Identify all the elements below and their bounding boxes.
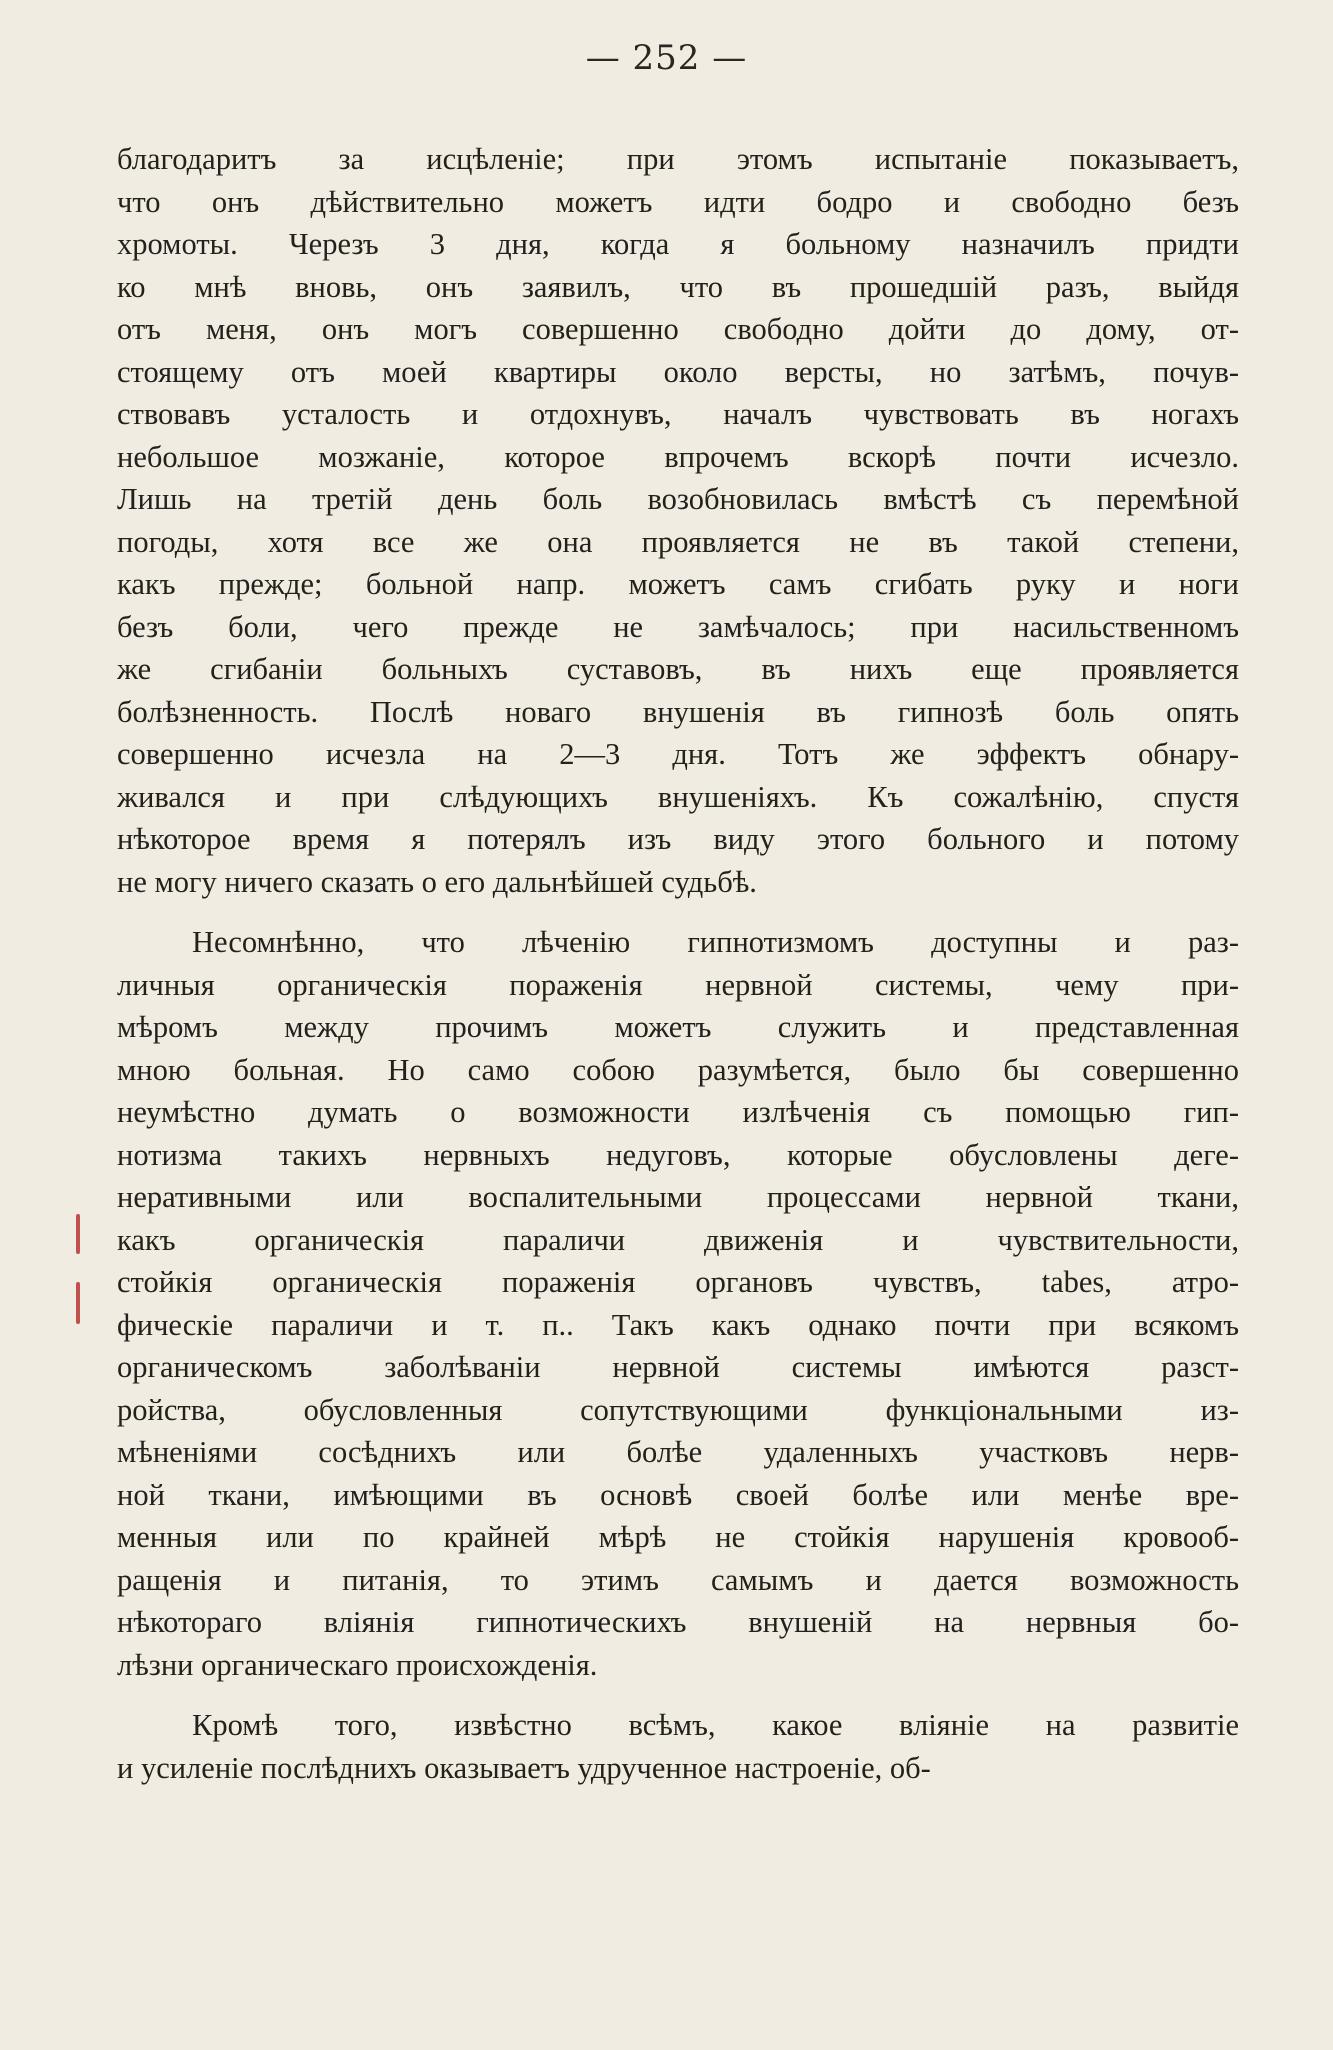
text-line: совершенно исчезла на 2—3 дня. Тотъ же эффектъ обнару-	[117, 737, 1239, 771]
text-line: ращенія и питанія, то этимъ самымъ и дается возможность	[117, 1562, 1239, 1597]
text-line: нѣкотораго вліянія гипнотическихъ внушеній на нервныя бо-	[117, 1605, 1239, 1639]
text-line: отъ меня, онъ могъ совершенно свободно дойти до дому, от-	[117, 312, 1239, 346]
text-line: что онъ дѣйствительно можетъ идти бодро и свободно безъ	[117, 184, 1239, 219]
page-number: — 252 —	[585, 38, 748, 78]
paragraph	[117, 921, 1239, 1686]
text-line: мѣромъ между прочимъ можетъ служить и представленная	[117, 1010, 1239, 1044]
text-line: неумѣстно думать о возможности излѣченія съ помощью гип-	[117, 1095, 1239, 1129]
text-line: органическомъ заболѣваніи нервной системы имѣются разст-	[117, 1350, 1239, 1384]
text-line: ной ткани, имѣющими въ основѣ своей болѣе или менѣе вре-	[117, 1477, 1239, 1512]
text-line: какъ органическія параличи движенія и чувствительности,	[117, 1222, 1239, 1257]
text-line: не могу ничего сказать о его дальнѣйшей судьбѣ.	[117, 864, 757, 899]
paragraph-gap	[117, 1686, 1239, 1704]
text-line: же сгибаніи больныхъ суставовъ, въ нихъ еще проявляется	[117, 652, 1239, 686]
text-line: погоды, хотя все же она проявляется не въ такой степени,	[117, 524, 1239, 559]
text-line: благодаритъ за исцѣленіе; при этомъ испытаніе показываетъ,	[117, 142, 1239, 176]
text-line: болѣзненность. Послѣ новаго внушенія въ гипнозѣ боль опять	[117, 694, 1239, 729]
text-line: мѣненіями сосѣднихъ или болѣе удаленныхъ участковъ нерв-	[117, 1435, 1239, 1469]
text-line: стоящему отъ моей квартиры около версты, но затѣмъ, почув-	[117, 354, 1239, 389]
text-line: нотизма такихъ нервныхъ недуговъ, которые обусловлены деге-	[117, 1137, 1239, 1172]
text-line: менныя или по крайней мѣрѣ не стойкія нарушенія кровооб-	[117, 1520, 1239, 1554]
text-line: фическіе параличи и т. п.. Такъ какъ однако почти при всякомъ	[117, 1307, 1239, 1342]
text-line: и усиленіе послѣднихъ оказываетъ удрученное настроеніе, об-	[117, 1750, 931, 1785]
text-line: какъ прежде; больной напр. можетъ самъ сгибать руку и ноги	[117, 567, 1239, 601]
margin-pencil-mark	[76, 1214, 80, 1254]
text-line: ствовавъ усталость и отдохнувъ, началъ чувствовать въ ногахъ	[117, 397, 1239, 431]
text-line: безъ боли, чего прежде не замѣчалось; при насильственномъ	[117, 609, 1239, 644]
paragraph-gap	[117, 903, 1239, 921]
text-line: живался и при слѣдующихъ внушеніяхъ. Къ сожалѣнію, спустя	[117, 779, 1239, 814]
body-text	[117, 138, 1239, 1789]
paragraph	[117, 1704, 1239, 1789]
text-line: Кромѣ того, извѣстно всѣмъ, какое вліяніе на развитіе	[192, 1708, 1239, 1742]
text-line: неративными или воспалительными процессами нервной ткани,	[117, 1180, 1239, 1214]
text-line: лѣзни органическаго происхожденія.	[117, 1647, 598, 1682]
text-line: хромоты. Черезъ 3 дня, когда я больному назначилъ придти	[117, 227, 1239, 261]
text-line: мною больная. Но само собою разумѣется, было бы совершенно	[117, 1052, 1239, 1087]
text-line: ко мнѣ вновь, онъ заявилъ, что въ прошедшій разъ, выйдя	[117, 269, 1239, 304]
text-line: небольшое мозжаніе, которое впрочемъ вскорѣ почти исчезло.	[117, 439, 1239, 474]
text-line: стойкія органическія пораженія органовъ чувствъ, tabes, атро-	[117, 1265, 1239, 1299]
text-line: нѣкоторое время я потерялъ изъ виду этого больного и потому	[117, 822, 1239, 856]
text-line: Несомнѣнно, что лѣченію гипнотизмомъ доступны и раз-	[192, 925, 1239, 959]
margin-pencil-mark	[76, 1282, 80, 1324]
text-line: Лишь на третій день боль возобновилась вмѣстѣ съ перемѣной	[117, 482, 1239, 516]
text-line: личныя органическія пораженія нервной системы, чему при-	[117, 967, 1239, 1002]
text-line: ройства, обусловленныя сопутствующими функціональными из-	[117, 1392, 1239, 1427]
paragraph	[117, 138, 1239, 903]
